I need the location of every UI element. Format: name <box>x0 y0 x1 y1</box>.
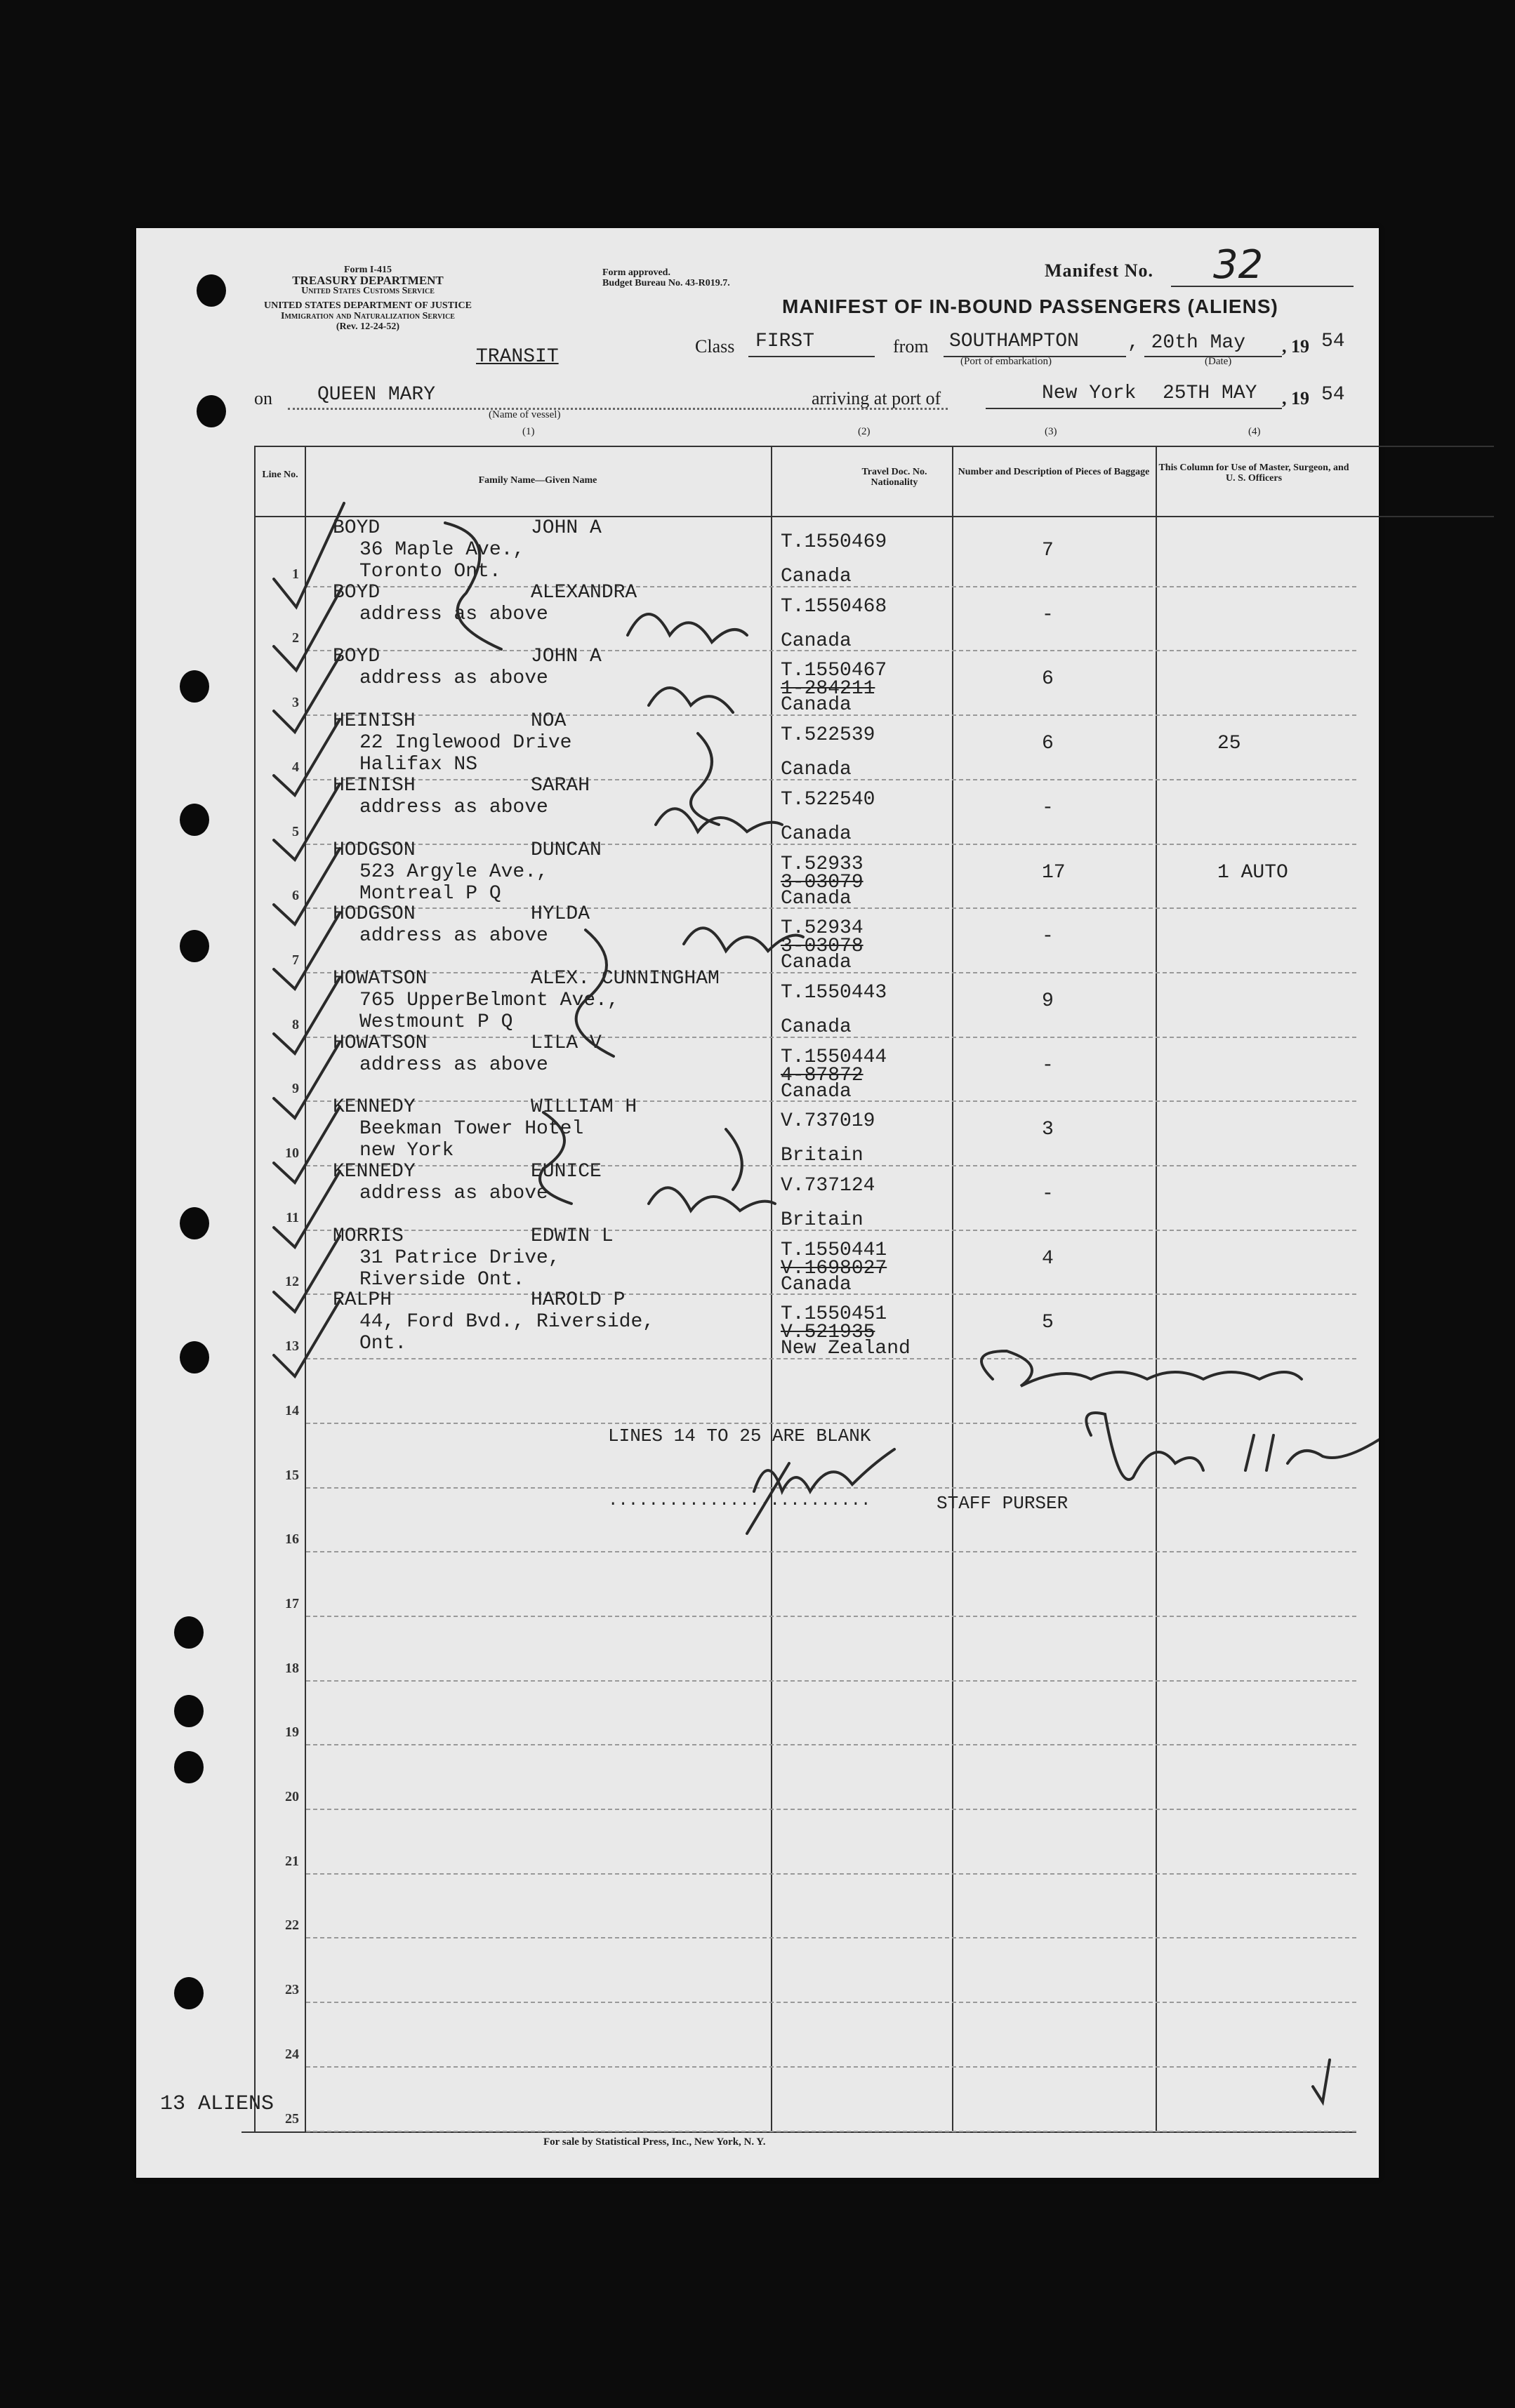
baggage-count: 4 <box>1042 1247 1054 1270</box>
family-name: HEINISH <box>333 710 416 733</box>
family-name: HODGSON <box>333 903 416 926</box>
family-name: HEINISH <box>333 774 416 797</box>
travel-doc-number: T.1550451 <box>781 1303 887 1326</box>
nationality: Canada <box>781 1016 852 1038</box>
inspector-date-scribble <box>1245 1435 1379 1470</box>
date-caption: (Date) <box>1205 356 1232 367</box>
form-number: Form I-415 <box>343 265 392 275</box>
header-name: Family Name—Given Name <box>478 475 597 486</box>
address-line-2: Montreal P Q <box>359 882 501 905</box>
column-number-1: (1) <box>522 426 535 437</box>
check-mark <box>274 913 340 989</box>
address-line-2: Toronto Ont. <box>359 561 501 583</box>
inspector-signature <box>981 1351 1302 1386</box>
nationality: Canada <box>781 694 852 717</box>
address-line-2: Halifax NS <box>359 754 478 776</box>
line-number: 10 <box>285 1145 299 1161</box>
baggage-count: - <box>1042 1054 1054 1077</box>
line-number: 3 <box>292 695 299 711</box>
arrival-year-prefix: , 19 <box>1282 388 1309 408</box>
travel-doc-struck: 4-87872 <box>781 1064 864 1086</box>
line-number: 17 <box>285 1595 299 1611</box>
baggage-count: 6 <box>1042 668 1054 691</box>
officer-note: 1 AUTO <box>1217 861 1288 884</box>
ins-service: Immigration and Naturalization Service <box>281 311 455 321</box>
travel-doc-struck: 3-03079 <box>781 871 864 893</box>
nationality: Canada <box>781 630 852 652</box>
class-value: FIRST <box>755 331 815 352</box>
arrival-port: New York <box>1042 383 1137 404</box>
address-line-1: address as above <box>359 796 548 818</box>
family-name: HOWATSON <box>333 967 428 990</box>
line-number: 19 <box>285 1724 299 1741</box>
line-number: 4 <box>292 759 299 775</box>
staff-purser-label: STAFF PURSER <box>937 1493 1069 1514</box>
class-label: Class <box>695 336 735 357</box>
transit-stamp: TRANSIT <box>476 346 559 368</box>
address-line-1: address as above <box>359 1183 548 1204</box>
line-number: 15 <box>285 1467 299 1483</box>
departure-date: , 20th May <box>1127 332 1246 354</box>
arriving-label: arriving at port of <box>812 388 941 408</box>
travel-doc-number: T.52934 <box>781 917 864 940</box>
travel-doc-number: T.1550467 <box>781 660 887 682</box>
address-line-1: address as above <box>359 603 548 625</box>
line-number: 12 <box>285 1274 299 1290</box>
check-mark <box>274 1301 340 1376</box>
travel-doc-number: T.1550443 <box>781 981 887 1004</box>
line-number: 25 <box>285 2110 299 2127</box>
line-number: 2 <box>292 630 299 646</box>
given-name: EDWIN L <box>531 1225 614 1247</box>
travel-doc-struck: 3-03078 <box>781 936 864 958</box>
address-line-2: Ont. <box>359 1333 407 1355</box>
travel-doc-number: T.522539 <box>781 724 875 747</box>
travel-doc-number: T.522540 <box>781 788 875 811</box>
printer-credit: For sale by Statistical Press, Inc., New York, N. Y. <box>543 2136 766 2148</box>
bracket-scribble <box>576 930 614 1056</box>
bracket-scribble <box>445 523 501 649</box>
address-line-1: 44, Ford Bvd., Riverside, <box>359 1311 655 1333</box>
manifest-label: Manifest No. <box>1045 260 1153 281</box>
travel-doc-struck: V.521935 <box>781 1322 875 1344</box>
line-number: 13 <box>285 1338 299 1355</box>
nationality: Canada <box>781 759 852 781</box>
bracket-scribble <box>540 1112 571 1204</box>
vessel-name: QUEEN MARY <box>317 384 436 406</box>
line-number: 24 <box>285 2046 299 2062</box>
check-mark <box>274 503 344 607</box>
initials-scribble <box>649 688 733 712</box>
check-mark <box>274 1171 340 1247</box>
line-number: 21 <box>285 1853 299 1869</box>
check-mark <box>274 656 340 732</box>
address-line-1: 31 Patrice Drive, <box>359 1246 560 1269</box>
family-name: HOWATSON <box>333 1032 428 1054</box>
line-number: 11 <box>286 1209 299 1225</box>
manifest-sheet <box>136 228 1379 2178</box>
given-name: SARAH <box>531 774 590 797</box>
check-mark <box>274 1236 340 1312</box>
column-number-2: (2) <box>858 426 871 437</box>
customs-service: United States Customs Service <box>301 286 435 296</box>
check-mark <box>274 1107 340 1183</box>
revision: (Rev. 12-24-52) <box>336 321 400 332</box>
address-line-1: address as above <box>359 667 548 690</box>
given-name: WILLIAM H <box>531 1096 637 1119</box>
from-value: SOUTHAMPTON <box>949 331 1079 352</box>
check-mark <box>274 978 340 1053</box>
baggage-count: - <box>1042 1183 1054 1205</box>
address-line-2: Westmount P Q <box>359 1011 513 1033</box>
nationality: Canada <box>781 952 852 974</box>
arrival-year-suffix: 54 <box>1321 384 1345 406</box>
budget-bureau: Budget Bureau No. 43-R019.7. <box>602 278 730 288</box>
travel-doc-number: V.737019 <box>781 1110 875 1133</box>
family-name: MORRIS <box>333 1225 404 1247</box>
given-name: DUNCAN <box>531 839 602 861</box>
column-number-4: (4) <box>1248 426 1261 437</box>
line-number: 23 <box>285 1982 299 1998</box>
given-name: ALEX. CUNNINGHAM <box>531 967 720 990</box>
address-line-1: Beekman Tower Hotel <box>359 1118 584 1140</box>
form-approved: Form approved. <box>602 267 670 278</box>
treasury-dept: TREASURY DEPARTMENT <box>292 274 444 287</box>
baggage-count: 6 <box>1042 733 1054 755</box>
officer-note: 25 <box>1217 733 1241 755</box>
header-baggage: Number and Description of Pieces of Baggage <box>958 467 1150 477</box>
line-number: 8 <box>292 1016 299 1032</box>
travel-doc-number: T.1550468 <box>781 595 887 618</box>
line-number: 5 <box>292 823 299 839</box>
purser-signature-stroke <box>747 1463 789 1534</box>
baggage-count: 5 <box>1042 1312 1054 1334</box>
travel-doc-struck: V.1698027 <box>781 1257 887 1279</box>
nationality: Canada <box>781 823 852 845</box>
address-line-1: address as above <box>359 925 548 947</box>
address-line-1: 22 Inglewood Drive <box>359 732 572 754</box>
line-number: 18 <box>285 1660 299 1676</box>
line-number: 7 <box>292 952 299 968</box>
line-number: 1 <box>292 566 299 582</box>
nationality: Canada <box>781 1080 852 1103</box>
manifest-title: MANIFEST OF IN-BOUND PASSENGERS (ALIENS) <box>782 295 1278 317</box>
family-name: RALPH <box>333 1289 392 1312</box>
family-name: BOYD <box>333 646 381 668</box>
baggage-count: - <box>1042 926 1054 948</box>
blank-lines-note: LINES 14 TO 25 ARE BLANK <box>608 1425 871 1446</box>
family-name: KENNEDY <box>333 1161 416 1183</box>
address-line-1: address as above <box>359 1053 548 1076</box>
nationality: Canada <box>781 1273 852 1296</box>
travel-doc-number: T.1550441 <box>781 1239 887 1261</box>
column-number-3: (3) <box>1045 426 1057 437</box>
given-name: HYLDA <box>531 903 590 926</box>
header-travel-doc: Travel Doc. No. Nationality <box>861 467 927 488</box>
given-name: EUNICE <box>531 1161 602 1183</box>
line-number: 9 <box>292 1081 299 1097</box>
given-name: JOHN A <box>531 646 602 668</box>
initials-scribble <box>649 1188 775 1211</box>
header-officers: This Column for Use of Master, Surgeon, and U. S. Officers <box>1158 463 1349 484</box>
address-line-2: Riverside Ont. <box>359 1268 525 1291</box>
baggage-count: 3 <box>1042 1119 1054 1141</box>
address-line-1: 523 Argyle Ave., <box>359 860 548 883</box>
line-number: 22 <box>285 1917 299 1934</box>
arrival-date: 25TH MAY <box>1163 383 1257 404</box>
address-line-2: new York <box>359 1140 454 1162</box>
travel-doc-number: T.52933 <box>781 853 864 875</box>
initials-scribble <box>656 809 782 832</box>
nationality: Britain <box>781 1209 864 1231</box>
inspector-initials <box>1086 1413 1203 1479</box>
line-number: 16 <box>285 1531 299 1548</box>
check-mark <box>274 719 340 795</box>
travel-doc-number: V.737124 <box>781 1175 875 1197</box>
vessel-caption: (Name of vessel) <box>489 409 561 420</box>
travel-doc-number: T.1550444 <box>781 1046 887 1068</box>
line-number: 14 <box>285 1402 299 1418</box>
year-suffix: 54 <box>1321 331 1345 352</box>
check-mark <box>274 589 341 670</box>
on-label: on <box>254 388 272 408</box>
justice-dept: UNITED STATES DEPARTMENT OF JUSTICE <box>264 300 472 311</box>
baggage-count: 17 <box>1042 861 1066 884</box>
baggage-count: 7 <box>1042 540 1054 561</box>
check-mark <box>1313 2060 1330 2102</box>
initials-scribble <box>684 928 803 951</box>
from-label: from <box>893 336 929 357</box>
manifest-number: 32 <box>1213 242 1264 288</box>
address-line-1: 36 Maple Ave., <box>359 539 525 561</box>
handwritten-annotations <box>136 228 1379 2178</box>
baggage-count: 9 <box>1042 990 1054 1012</box>
check-mark <box>274 1042 340 1118</box>
signature-dots: .......................... <box>608 1491 871 1510</box>
given-name: ALEXANDRA <box>531 581 637 604</box>
given-name: NOA <box>531 710 567 733</box>
family-name: BOYD <box>333 517 381 539</box>
baggage-count: - <box>1042 604 1054 626</box>
from-caption: (Port of embarkation) <box>960 356 1052 367</box>
line-number: 20 <box>285 1789 299 1804</box>
travel-doc-number: T.1550469 <box>781 531 887 553</box>
family-name: BOYD <box>333 581 381 604</box>
family-name: HODGSON <box>333 839 416 861</box>
given-name: JOHN A <box>531 517 602 539</box>
check-mark <box>274 784 340 860</box>
line-number: 6 <box>292 888 299 904</box>
address-line-1: 765 UpperBelmont Ave., <box>359 989 619 1011</box>
given-name: LILA V <box>531 1032 602 1054</box>
bracket-scribble <box>726 1129 742 1190</box>
bracket-scribble <box>691 733 719 825</box>
travel-doc-struck: 1-284211 <box>781 678 875 700</box>
nationality: Britain <box>781 1145 864 1167</box>
initials-scribble <box>628 614 747 642</box>
nationality: Canada <box>781 566 852 587</box>
year-prefix: , 19 <box>1282 336 1309 357</box>
aliens-count: 13 ALIENS <box>160 2092 274 2116</box>
nationality: Canada <box>781 887 852 910</box>
header-line-no: Line No. <box>262 470 298 480</box>
given-name: HAROLD P <box>531 1289 626 1312</box>
family-name: KENNEDY <box>333 1096 416 1119</box>
baggage-count: - <box>1042 797 1054 819</box>
check-mark <box>274 849 340 924</box>
nationality: New Zealand <box>781 1338 911 1360</box>
